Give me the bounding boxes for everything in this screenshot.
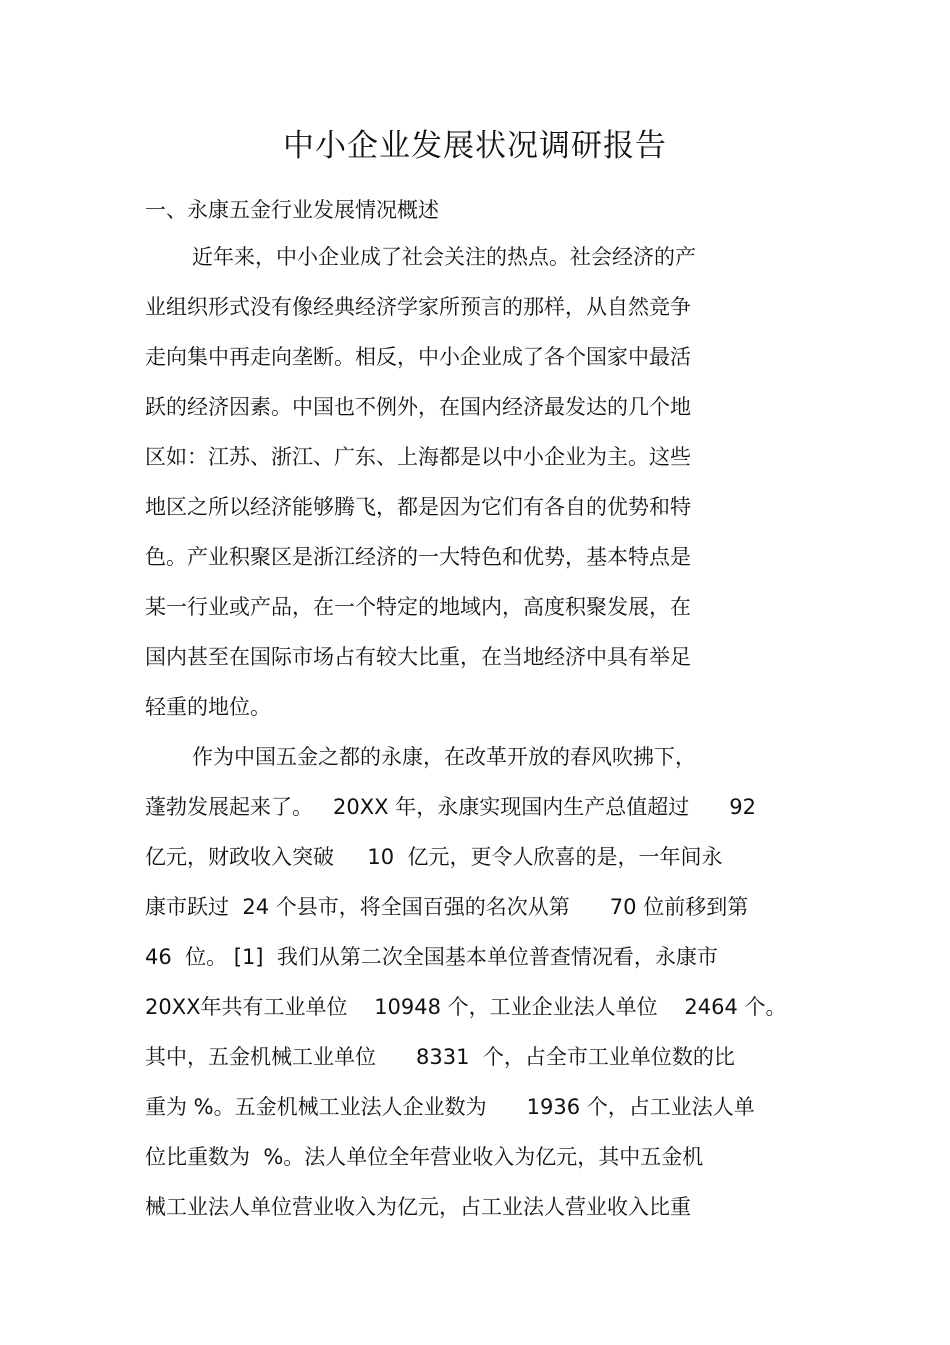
paragraph-line: 20XX年共有工业单位 10948 个，工业企业法人单位 2464 个。 <box>145 995 787 1019</box>
section-heading: 一、永康五金行业发展情况概述 <box>145 198 439 222</box>
paragraph-line: 亿元，财政收入突破 10 亿元，更令人欣喜的是，一年间永 <box>145 845 723 869</box>
paragraph-line: 地区之所以经济能够腾飞，都是因为它们有各自的优势和特 <box>145 495 691 519</box>
paragraph-line: 46 位。 [1] 我们从第二次全国基本单位普查情况看，永康市 <box>145 945 718 969</box>
paragraph-line: 跃的经济因素。中国也不例外，在国内经济最发达的几个地 <box>145 395 691 419</box>
document-title: 中小企业发展状况调研报告 <box>283 128 667 164</box>
paragraph-line: 重为 %。五金机械工业法人企业数为 1936 个，占工业法人单 <box>145 1095 755 1119</box>
paragraph-line: 蓬勃发展起来了。 20XX 年，永康实现国内生产总值超过 92 <box>145 795 756 819</box>
paragraph-line: 康市跃过 24 个县市，将全国百强的名次从第 70 位前移到第 <box>145 895 749 919</box>
paragraph-line: 械工业法人单位营业收入为亿元，占工业法人营业收入比重 <box>145 1195 691 1219</box>
paragraph-line: 业组织形式没有像经典经济学家所预言的那样，从自然竞争 <box>145 295 691 319</box>
paragraph-line: 国内甚至在国际市场占有较大比重，在当地经济中具有举足 <box>145 645 691 669</box>
paragraph-line: 区如：江苏、浙江、广东、上海都是以中小企业为主。这些 <box>145 445 691 469</box>
paragraph-line: 近年来，中小企业成了社会关注的热点。社会经济的产 <box>192 245 696 269</box>
paragraph-line: 作为中国五金之都的永康，在改革开放的春风吹拂下， <box>192 745 696 769</box>
paragraph-line: 其中，五金机械工业单位 8331 个，占全市工业单位数的比 <box>145 1045 735 1069</box>
paragraph-line: 某一行业或产品，在一个特定的地域内，高度积聚发展，在 <box>145 595 691 619</box>
paragraph-line: 走向集中再走向垄断。相反，中小企业成了各个国家中最活 <box>145 345 691 369</box>
paragraph-line: 位比重数为 %。法人单位全年营业收入为亿元，其中五金机 <box>145 1145 704 1169</box>
paragraph-line: 色。产业积聚区是浙江经济的一大特色和优势，基本特点是 <box>145 545 691 569</box>
paragraph-line: 轻重的地位。 <box>145 695 271 719</box>
